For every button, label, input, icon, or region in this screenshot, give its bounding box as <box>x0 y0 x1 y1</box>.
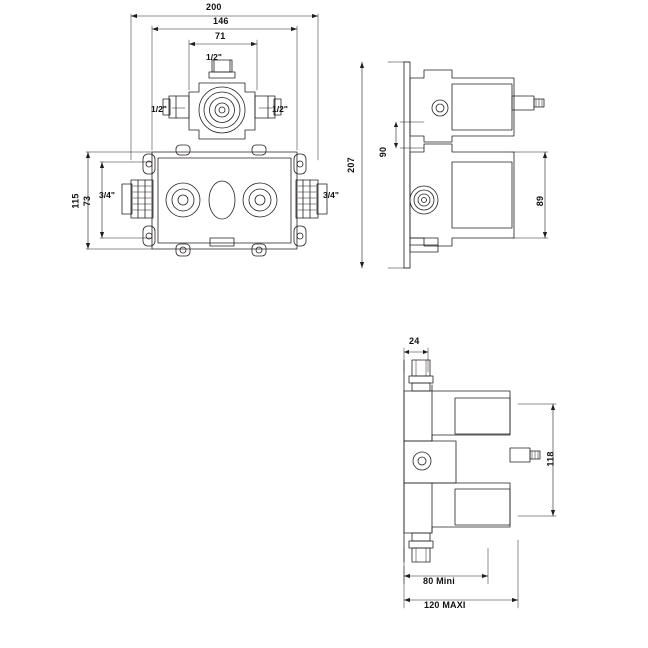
front-view-geometry <box>86 14 327 256</box>
dim-min-recess: 80 Mini <box>423 576 455 586</box>
dim-inlet-spacing: 71 <box>215 31 226 41</box>
dim-mount-width: 146 <box>213 16 229 26</box>
dim-total-depth: 207 <box>345 157 356 173</box>
dim-max-recess: 120 MAXI <box>424 600 466 610</box>
dim-lower-axis-height: 89 <box>535 195 546 207</box>
dim-overall-height: 115 <box>70 193 81 209</box>
side-view-geometry <box>360 62 548 268</box>
plan-view-geometry <box>404 348 556 608</box>
port-label-top-outlet: 1/2" <box>206 52 222 62</box>
dim-flange-depth: 24 <box>409 336 420 346</box>
dim-overall-width: 200 <box>206 2 222 12</box>
dim-body-height: 73 <box>82 195 93 207</box>
port-label-left-outlet: 1/2" <box>151 104 167 114</box>
port-label-left-inlet: 3/4" <box>99 190 115 200</box>
port-label-right-outlet: 1/2" <box>272 104 288 114</box>
dim-body-length: 118 <box>545 451 556 467</box>
dim-upper-axis-height: 90 <box>378 146 389 158</box>
port-label-right-inlet: 3/4" <box>323 190 339 200</box>
